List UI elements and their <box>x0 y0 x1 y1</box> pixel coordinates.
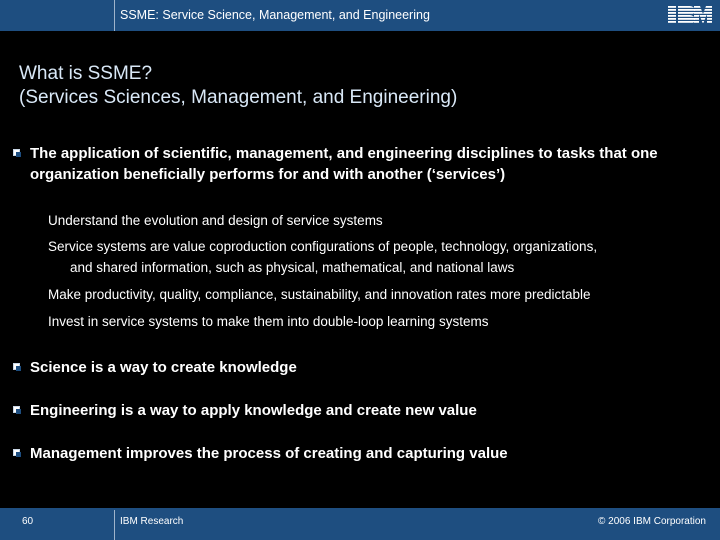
bullet-square-icon <box>13 149 20 156</box>
sub-item <box>48 236 708 278</box>
bullet-square-icon <box>13 406 20 413</box>
bullet-item <box>10 443 710 465</box>
bullet-text: Science is a way to create knowledge <box>30 359 297 376</box>
sub-item <box>48 210 708 231</box>
bullet-item <box>10 400 710 422</box>
sub-item-text: Understand the evolution and design of service systems <box>48 213 383 228</box>
footer-copyright: © 2006 IBM Corporation <box>598 516 706 527</box>
bullet-item <box>10 357 710 379</box>
sub-item <box>48 311 708 332</box>
sub-item <box>48 284 708 305</box>
page-number: 60 <box>22 516 34 527</box>
sub-item-text-continued: and shared information, such as physical, mathematical, and national laws <box>70 260 515 275</box>
sub-item-text: Invest in service systems to make them into double-loop learning systems <box>48 314 489 329</box>
sub-item-text: Service systems are value coproduction configurations of people, technology, organizations, <box>48 239 598 254</box>
header-divider <box>114 0 115 31</box>
bullet-text: Management improves the process of creating and capturing value <box>30 445 508 462</box>
bullet-item <box>10 143 710 187</box>
bullet-square-icon <box>13 449 20 456</box>
slide-title-line1: What is SSME? <box>19 63 153 84</box>
slide-title <box>19 62 457 110</box>
slide-title-line2: (Services Sciences, Management, and Engineering) <box>19 87 458 108</box>
footer-organization: IBM Research <box>120 516 184 527</box>
bullet-square-icon <box>13 363 20 370</box>
ibm-logo-icon <box>666 3 712 27</box>
footer-divider <box>114 510 115 540</box>
sub-item-text: Make productivity, quality, compliance, sustainability, and innovation rates more predictable <box>48 287 591 302</box>
bullet-text: Engineering is a way to apply knowledge and create new value <box>30 402 477 419</box>
bullet-text: The application of scientific, management, and engineering disciplines to tasks that one organization beneficially performs for and with another (‘services’) <box>30 145 658 183</box>
header-title: SSME: Service Science, Management, and Engineering <box>120 8 430 22</box>
